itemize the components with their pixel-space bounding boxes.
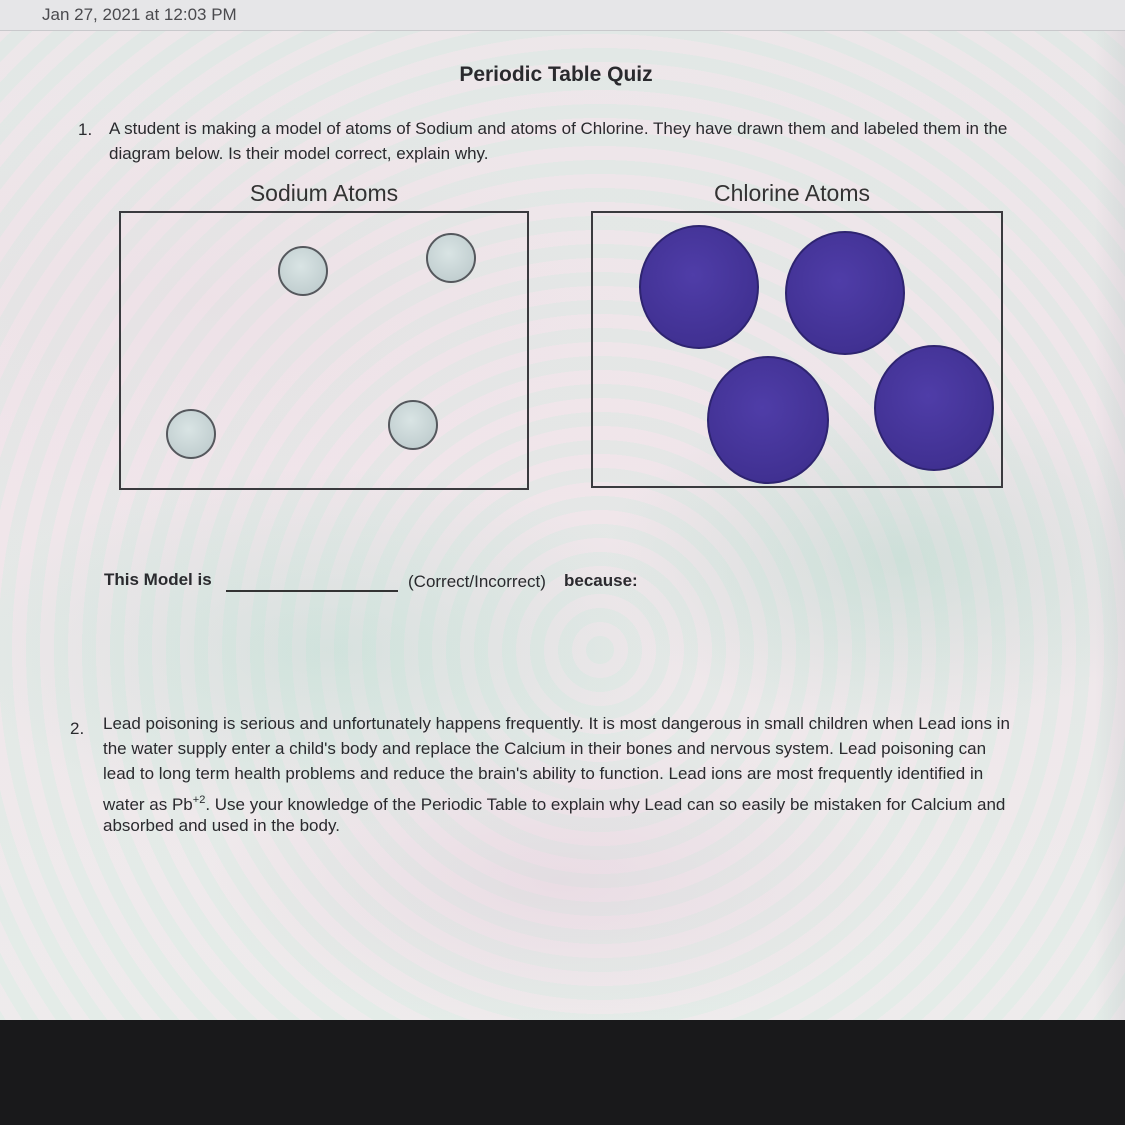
photo-timestamp: Jan 27, 2021 at 12:03 PM (42, 5, 237, 24)
desk-background (0, 1020, 1125, 1125)
question-2-line-1: Lead poisoning is serious and unfortunately happens frequently. It is most dangerous in small children when Lead ions in (103, 714, 1010, 733)
photo-header-bar (0, 0, 1125, 31)
chlorine-atom (707, 356, 829, 484)
question-2-line-3: lead to long term health problems and reduce the brain's ability to function. Lead ions are most frequently identified in (103, 764, 984, 783)
sodium-atom (426, 233, 476, 283)
sodium-atom (166, 409, 216, 459)
line-4-start: water as Pb (103, 795, 193, 814)
sodium-diagram-box (119, 211, 529, 490)
chlorine-diagram-label: Chlorine Atoms (714, 180, 870, 206)
question-1-line-2: diagram below. Is their model correct, explain why. (109, 144, 489, 163)
page-edge-shadow (1095, 30, 1125, 1020)
lead-charge-superscript: +2 (192, 794, 206, 806)
answer-blank[interactable] (226, 590, 398, 592)
chlorine-atom (785, 231, 905, 355)
question-2-line-2: the water supply enter a child's body and replace the Calcium in their bones and nervous system. Lead poisoning can (103, 739, 987, 758)
page-title: Periodic Table Quiz (459, 63, 653, 86)
question-2-number: 2. (70, 719, 85, 738)
answer-prefix: This Model is (104, 570, 212, 589)
sodium-diagram-label: Sodium Atoms (249, 180, 399, 206)
question-2-line-5: absorbed and used in the body. (103, 816, 340, 835)
question-1-number: 1. (78, 120, 93, 139)
question-2-line-4 (103, 788, 1005, 817)
answer-options: (Correct/Incorrect) (408, 572, 546, 591)
sodium-atom (278, 246, 328, 296)
chlorine-atom (874, 345, 994, 471)
question-1-line-1: A student is making a model of atoms of Sodium and atoms of Chlorine. They have drawn them and labeled them in the (109, 119, 1008, 138)
question-1-answer-row (104, 570, 212, 590)
chlorine-diagram-box (591, 211, 1003, 488)
chlorine-atom (639, 225, 759, 349)
answer-because: because: (564, 571, 638, 590)
sodium-atom (388, 400, 438, 450)
line-4-end: . Use your knowledge of the Periodic Table to explain why Lead can so easily be mistaken for Calcium and (205, 795, 1006, 814)
